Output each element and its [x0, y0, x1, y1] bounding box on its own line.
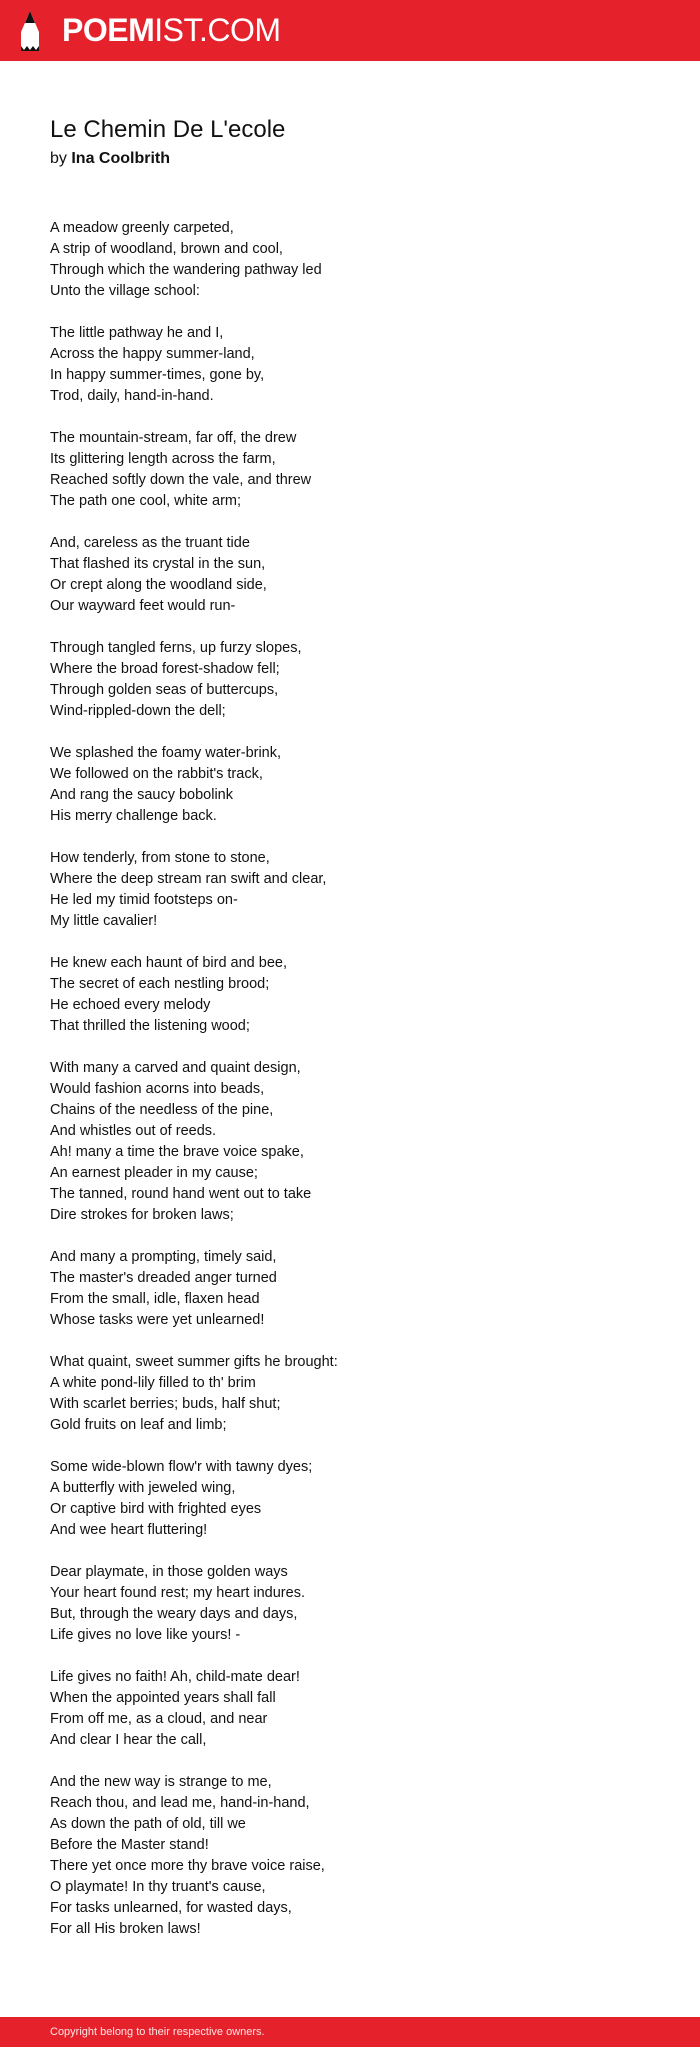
poem-line: Gold fruits on leaf and limb;: [50, 1417, 227, 1433]
poem-line: Or crept along the woodland side,: [50, 577, 267, 593]
poem-stanza: [50, 428, 650, 512]
poem-line: O playmate! In thy truant's cause,: [50, 1879, 266, 1895]
poem-line: That thrilled the listening wood;: [50, 1018, 250, 1034]
poem-line: Across the happy summer-land,: [50, 346, 255, 362]
poem-line: Or captive bird with frighted eyes: [50, 1501, 262, 1517]
poem-line: With scarlet berries; buds, half shut;: [50, 1396, 281, 1412]
poem-line: The little pathway he and I,: [50, 325, 224, 341]
poem-line: There yet once more thy brave voice raise,: [50, 1858, 325, 1874]
poem-line: What quaint, sweet summer gifts he brought:: [50, 1354, 338, 1370]
poem-stanza: [50, 323, 650, 407]
byline: [50, 148, 170, 170]
poem-stanza: [50, 638, 650, 722]
poem-line: We followed on the rabbit's track,: [50, 766, 263, 782]
poem-line: For tasks unlearned, for wasted days,: [50, 1900, 292, 1916]
poem-stanza: [50, 743, 650, 827]
poem-line: Its glittering length across the farm,: [50, 451, 276, 467]
poem-line: Would fashion acorns into beads,: [50, 1081, 265, 1097]
poem-line: That flashed its crystal in the sun,: [50, 556, 266, 572]
poem-line: But, through the weary days and days,: [50, 1606, 298, 1622]
poem-line: Life gives no faith! Ah, child-mate dear!: [50, 1669, 300, 1685]
poem-line: A white pond-lily filled to th' brim: [50, 1375, 256, 1391]
poem-line: And, careless as the truant tide: [50, 535, 250, 551]
poem-line: His merry challenge back.: [50, 808, 217, 824]
poem-line: The secret of each nestling brood;: [50, 976, 270, 992]
author-name[interactable]: Ina Coolbrith: [71, 150, 171, 167]
poem-line: And wee heart fluttering!: [50, 1522, 208, 1538]
poem-line: As down the path of old, till we: [50, 1816, 246, 1832]
poem-line: My little cavalier!: [50, 913, 158, 929]
poem-line: Some wide-blown flow'r with tawny dyes;: [50, 1459, 313, 1475]
poem-line: Your heart found rest; my heart indures.: [50, 1585, 305, 1601]
poem-line: A strip of woodland, brown and cool,: [50, 241, 283, 257]
poem-line: Whose tasks were yet unlearned!: [50, 1312, 265, 1328]
poem-line: Ah! many a time the brave voice spake,: [50, 1144, 304, 1160]
poem-stanza: [50, 1772, 650, 1940]
poem-line: From off me, as a cloud, and near: [50, 1711, 268, 1727]
poem-line: Through tangled ferns, up furzy slopes,: [50, 640, 302, 656]
poem-stanza: [50, 1562, 650, 1646]
poem-stanza: [50, 1457, 650, 1541]
poem-line: Before the Master stand!: [50, 1837, 209, 1853]
copyright-notice: Copyright belong to their respective owners.: [50, 2026, 265, 2038]
poem-line: Our wayward feet would run-: [50, 598, 236, 614]
poem-line: Chains of the needless of the pine,: [50, 1102, 274, 1118]
poem-stanza: [50, 1247, 650, 1331]
poem-body: [50, 218, 650, 1961]
poem-line: With many a carved and quaint design,: [50, 1060, 301, 1076]
poem-title: Le Chemin De L'ecole: [50, 116, 286, 143]
poem-line: The master's dreaded anger turned: [50, 1270, 277, 1286]
byline-prefix: by: [50, 150, 67, 167]
site-header: [0, 0, 700, 61]
site-logo[interactable]: [62, 10, 281, 50]
poem-line: Through golden seas of buttercups,: [50, 682, 279, 698]
poem-line: And many a prompting, timely said,: [50, 1249, 277, 1265]
poem-line: Where the broad forest-shadow fell;: [50, 661, 280, 677]
poem-line: He knew each haunt of bird and bee,: [50, 955, 287, 971]
poem-line: And clear I hear the call,: [50, 1732, 207, 1748]
poem-line: Reached softly down the vale, and threw: [50, 472, 312, 488]
poem-stanza: [50, 1058, 650, 1226]
poem-stanza: [50, 1352, 650, 1436]
poem-stanza: [50, 1667, 650, 1751]
poem-line: He led my timid footsteps on-: [50, 892, 238, 908]
poem-line: Dear playmate, in those golden ways: [50, 1564, 288, 1580]
poem-line: When the appointed years shall fall: [50, 1690, 276, 1706]
poem-line: An earnest pleader in my cause;: [50, 1165, 258, 1181]
poem-line: We splashed the foamy water-brink,: [50, 745, 282, 761]
poem-line: A meadow greenly carpeted,: [50, 220, 234, 236]
poem-line: And rang the saucy bobolink: [50, 787, 233, 803]
poem-line: From the small, idle, flaxen head: [50, 1291, 260, 1307]
poem-line: Life gives no love like yours! -: [50, 1627, 241, 1643]
poem-line: The path one cool, white arm;: [50, 493, 242, 509]
poem-line: And whistles out of reeds.: [50, 1123, 217, 1139]
poem-line: Trod, daily, hand-in-hand.: [50, 388, 214, 404]
poem-stanza: [50, 533, 650, 617]
poem-stanza: [50, 848, 650, 932]
poem-line: A butterfly with jeweled wing,: [50, 1480, 236, 1496]
poem-line: Reach thou, and lead me, hand-in-hand,: [50, 1795, 310, 1811]
poem-line: Unto the village school:: [50, 283, 200, 299]
poem-line: In happy summer-times, gone by,: [50, 367, 265, 383]
poem-line: Dire strokes for broken laws;: [50, 1207, 234, 1223]
poem-line: And the new way is strange to me,: [50, 1774, 272, 1790]
poem-line: For all His broken laws!: [50, 1921, 201, 1937]
pen-nib-icon[interactable]: [18, 10, 42, 52]
poem-line: Wind-rippled-down the dell;: [50, 703, 226, 719]
poem-line: The mountain-stream, far off, the drew: [50, 430, 297, 446]
poem-stanza: [50, 218, 650, 302]
poem-line: Where the deep stream ran swift and clear,: [50, 871, 327, 887]
poem-line: The tanned, round hand went out to take: [50, 1186, 312, 1202]
poem-line: He echoed every melody: [50, 997, 211, 1013]
logo-bold-text: POEM: [62, 12, 155, 48]
logo-light-text: IST.COM: [154, 12, 281, 48]
poem-line: How tenderly, from stone to stone,: [50, 850, 270, 866]
site-footer: [0, 2017, 700, 2047]
poem-line: Through which the wandering pathway led: [50, 262, 322, 278]
poem-stanza: [50, 953, 650, 1037]
